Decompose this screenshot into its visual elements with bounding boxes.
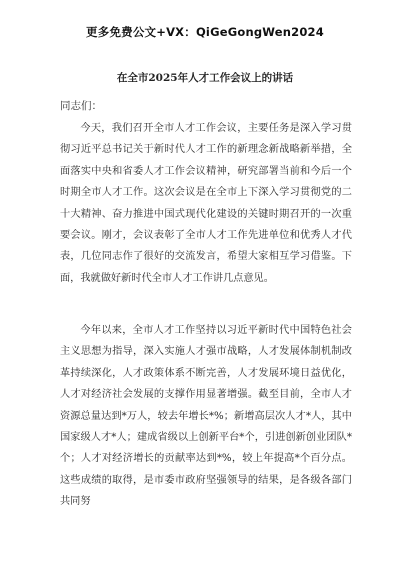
promo-header: 更多免费公文+VX：QiGeGongWen2024: [86, 25, 324, 39]
paragraph-achievements: 今年以来，全市人才工作坚持以习近平新时代中国特色社会主义思想为指导，深入实施人才强市战略，人才发展体制机制改革持续深化，人才政策体系不断完善，人才发展环境日益优化，人才对经济社会发展的支撑作用显著增强。截至目前，全市人才资源总量达到*万人，较去年增长*%；新增高层次人才*人，其中国家级人才*人；建成省级以上创新平台*个，引进创新创业团队*个；人才对经济增长的贡献率达到*%，较上年提高*个百分点。这些成绩的取得，是市委市政府坚强领导的结果，是各级各部门共同努: [60, 325, 352, 508]
salutation: 同志们：: [60, 100, 102, 112]
paragraph-intro: 今天，我们召开全市人才工作会议，主要任务是深入学习贯彻习近平总书记关于新时代人才工作的新理念新战略新举措，全面落实中央和省委人才工作会议精神，研究部署当前和今后一个时期全市人才工作。这次会议是在全市上下深入学习贯彻党的二十大精神、奋力推进中国式现代化建设的关键时期召开的一次重要会议。刚才，会议表彰了全市人才工作先进单位和优秀人才代表，几位同志作了很好的交流发言，希望大家相互学习借鉴。下面，我就做好新时代全市人才工作讲几点意见。: [60, 123, 352, 284]
document-title: 在全市2025年人才工作会议上的讲话: [116, 72, 294, 84]
